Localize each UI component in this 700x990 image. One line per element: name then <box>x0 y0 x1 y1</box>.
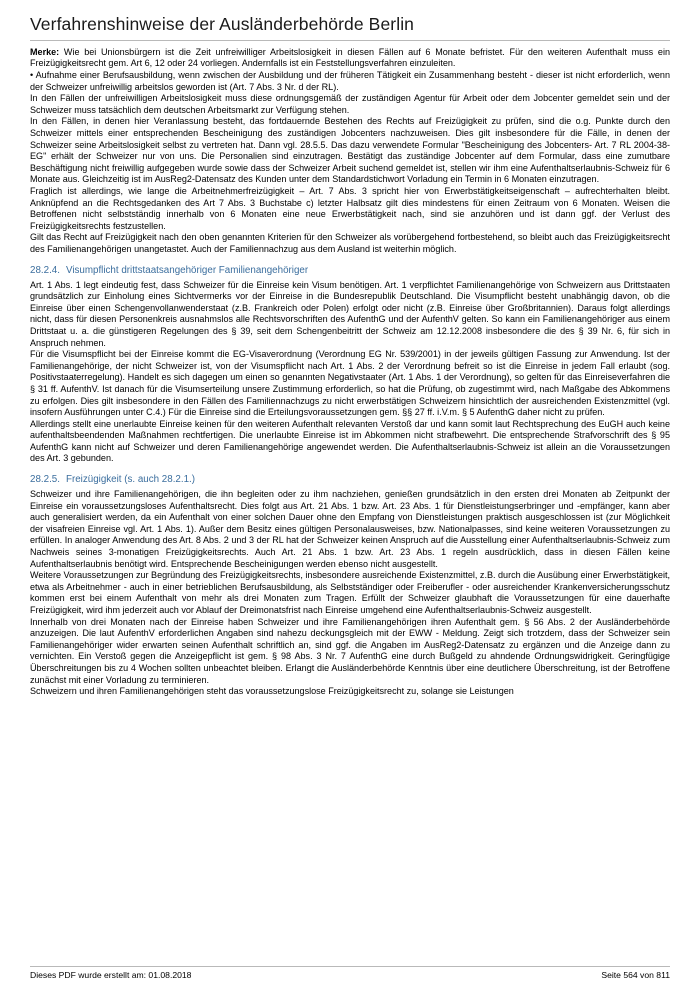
merke-text: Wie bei Unionsbürgern ist die Zeit unfreiwilliger Arbeitslosigkeit in diesen Fällen auf 6 Monate befristet. Für den weiteren Aufenthalt muss ein Freizügigkeitsrecht gem. Art 6, 12 oder 24 vorliegen. Andernfalls ist ein Feststellungsverfahren einzuleiten. <box>30 46 670 69</box>
section-title: Visumpflicht drittstaatsangehöriger Familienangehöriger <box>65 264 309 276</box>
section-number: 28.2.4. <box>30 264 60 276</box>
footer-created-date: Dieses PDF wurde erstellt am: 01.08.2018 <box>30 970 192 980</box>
paragraph-merke <box>30 47 670 70</box>
paragraph-arbeitslosigkeit: In den Fällen der unfreiwilligen Arbeitslosigkeit muss diese ordnungsgemäß der zuständigen Agentur für Arbeit oder dem Jobcenter gemeldet sein und der Schweizer muss tatsächlich dem deutschen Arbeitsmarkt zur Verfügung stehen. <box>30 93 670 115</box>
merke-lead: Merke: <box>30 46 60 57</box>
paragraph-schweizer-und-familienangehoerige: Schweizer und ihre Familienangehörigen, die ihn begleiten oder zu ihm nachziehen, genießen grundsätzlich in den ersten drei Monaten ab Zeitpunkt der Einreise ein voraussetzungsloses Aufenthaltsrecht. Dies folgt aus Art. 21 Abs. 1 bzw. Art. 23 Abs. 1 für Dienstleistungserbringer und -empfänger, kann aber auch generalisiert werden, da ein Aufenthalt von einer solchen Dauer ohne den Empfang von Dienstleistungen praktisch ausgeschlossen ist (zur Möglichkeit der visafreien Einreise vgl. Art. 1 Abs. 1). Außer dem Besitz eines gültigen Personalausweises, bzw. Nationalpasses, sind keine weiteren Voraussetzungen zu erfüllen. In analoger Anwendung des Art. 8 Abs. 2 und 3 der RL hat der Schweizer keinen Anspruch auf die Ausstellung einer Aufenthaltserlaubnis-Schweiz zum Nachweis seines 3-monatigen Freizügigkeitsrechts. Auch Art. 21 Abs. 1 bzw. Art. 23 Abs. 1 regeln ausdrücklich, dass in diesen Fällen keine Aufenthaltserlaubnis benötigt wird. Entsprechende Bescheinigungen werden ebenso nicht ausgestellt. <box>30 489 670 569</box>
paragraph-visumspflicht: Für die Visumspflicht bei der Einreise kommt die EG-Visaverordnung (Verordnung EG Nr. 539/2001) in der jeweils gültigen Fassung zur Anwendung. Ist der Familienangehörige, der nicht Schweizer ist, von der Visumspflicht nach Art. 1 Abs. 2 der Verordnung befreit so ist die Einreise in jedem Fall erlaubt (sog. Positivstaaterregelung). Handelt es sich dagegen um einen so genannten Negativstaater (Art. 1 Abs. 1 der Verordnung), so gelten für das Einreiseverfahren die § 31 ff. AufenthV. Ist danach für die Visumserteilung unsere Zustimmung erforderlich, so hat die Prüfung, ob zugestimmt wird, nach Maßgabe des Abkommens zu erfolgen. Dies gilt insbesondere in den Fällen des Familiennachzugs zu nicht erwerbstätigen Schweizern hinsichtlich der ausreichenden Existenzmittel (vgl. insofern Ausführungen unter C.4.) Für die Einreise sind die Erteilungsvoraussetzungen gem. §§ 27 ff. i.V.m. § 5 AufenthG daher nicht zu prüfen. <box>30 349 670 418</box>
paragraph-berufsausbildung: • Aufnahme einer Berufsausbildung, wenn zwischen der Ausbildung und der früheren Tätigkeit ein Zusammenhang besteht - dieser ist nicht erforderlich, wenn der Schweizer unfreiwillig arbeitslos geworden ist (Art. 7 Abs. 3 Nr. d der RL). <box>30 70 670 92</box>
paragraph-unerlaubte-einreise: Allerdings stellt eine unerlaubte Einreise keinen für den weiteren Aufenthalt relevanten Verstoß dar und kann somit laut Rechtsprechung des EuGH auch keine aufenthaltsbeendenden Maßnahmen rechtfertigen. Die unerlaubte Einreise ist im Abkommen nicht strafbewehrt. Die entsprechende Strafvorschrift des § 95 AufenthG kann nicht auf Schweizer und deren Familienangehörige angewendet werden. Die Aufenthaltserlaubnis-Schweiz ist allein an die Voraussetzungen des Art. 3 gebunden. <box>30 418 670 464</box>
paragraph-schweizern-und-ihren: Schweizern und ihren Familienangehörigen steht das voraussetzungslose Freizügigkeitsrecht zu, solange sie Leistungen <box>30 686 514 697</box>
paragraph-art1abs1: Art. 1 Abs. 1 legt eindeutig fest, dass Schweizer für die Einreise kein Visum benötigen. Art. 1 verpflichtet Familienangehörige von Schweizern aus Drittstaaten grundsätzlich zur Einholung eines Sichtvermerks vor der Einreise in die Bundesrepublik Deutschland. Die Visumpflicht besteht unabhängig davon, ob die Einreise über einen Schengenvollanwenderstaat (z.B. Frankreich oder Polen) erfolgt oder nicht (z.B. Einreise über Großbritannien). Daraus folgt allerdings nicht, dass für diesen Personenkreis ausnahmslos alle Rechtsvorschriften des AufenthG und der AufenthV gelten. So kann ein Familienangehöriger aus einem Drittstaat u. a. die günstigeren Regelungen des § 39, seit dem Schengenbeitritt der Schweiz am 12.12.2008 insbesondere die des § 39 Nr. 6, für sich in Anspruch nehmen. <box>30 279 670 348</box>
section-title: Freizügigkeit (s. auch 28.2.1.) <box>65 474 196 486</box>
paragraph-innerhalb-drei-monaten: Innerhalb von drei Monaten nach der Einreise haben Schweizer und ihre Familienangehörigen ihren Aufenthalt gem. § 56 Abs. 2 der Ausländerbehörde anzuzeigen. Die laut AufenthV erforderlichen Angaben sind nahezu deckungsgleich mit der EWW - Meldung. Zeigt sich trotzdem, dass der Schweizer sein Familienangehöriger wider erwarten seinen Aufenthalt schriftlich an, sind ggf. die Angaben im AusReg2-Datensatz zu ergänzen und die Anzeige dann zu vernichten. Ein Verstoß gegen die Anzeigepflicht ist gem. § 98 Abs. 3 Nr. 7 AufenthG eine durch Bußgeld zu ahndende Ordnungswidrigkeit. Geringfügige Überschreitungen bis zu 4 Wochen sollten unbeachtet bleiben. Erlangt die Ausländerbehörde Kenntnis über eine deutlichere Überschreitung, ist der Betroffene zunächst mit einer Vorladung zu terminieren. <box>30 616 670 685</box>
footer-page-number: Seite 564 von 811 <box>601 970 670 980</box>
title-divider <box>30 40 670 41</box>
page-title: Verfahrenshinweise der Ausländerbehörde Berlin <box>30 14 415 34</box>
paragraph-weitere-voraussetzungen: Weitere Voraussetzungen zur Begründung des Freizügigkeitsrechts, insbesondere ausreichende Existenzmittel, z.B. durch die Ausübung einer Erwerbstätigkeit, etwa als Arbeitnehmer - auch in einer betrieblichen Berufsausbildung, als Selbstständiger oder Freiberufler - oder ausreichender Krankenversicherungsschutz kommen erst bei einem Aufenthalt von mehr als drei Monaten zum Tragen. Erfüllt der Schweizer glaubhaft die Voraussetzungen für eine dauerhafte Freizügigkeit, wird ihm jederzeit auch vor Ablauf der Dreimonatsfrist nach Einreise umgehend eine Aufenthaltserlaubnis-Schweiz ausgestellt. <box>30 570 671 615</box>
section-heading-28-2-4 <box>30 265 670 277</box>
page-footer <box>30 966 670 980</box>
section-number: 28.2.5. <box>30 474 60 486</box>
section-heading-28-2-5 <box>30 474 670 486</box>
paragraph-gilt-das-recht: Gilt das Recht auf Freizügigkeit nach den oben genannten Kriterien für den Schweizer als vorübergehend fortbestehend, so bleibt auch das Freizügigkeitsrecht des Familienangehörigen unangetastet. Auch der Familiennachzug aus dem Ausland ist weiterhin möglich. <box>30 232 670 254</box>
paragraph-veranlassung: In den Fällen, in denen hier Veranlassung besteht, das fortdauernde Bestehen des Rechts auf Freizügigkeit zu prüfen, sind die o.g. Punkte durch den Schweizer mittels einer entsprechenden Bescheinigung des zuständigen Jobcenters nachzuweisen. Dies gilt insbesondere für die Fälle, in denen der Schweizer seine Arbeitslosigkeit selbst zu vertreten hat. Dann vgl. 28.5.5. Das dazu verwendete Formular "Bescheinigung des Jobcenters- Art. 7 RL 2004-38-EG" erhält der Schweizer nur von uns. Die Personalien sind einzutragen. Bestätigt das zuständige Jobcenter auf dem Formular, dass eine zumutbare Beschäftigung nicht freiwillig aufgegeben wurde sowie dass der Schweizer Arbeit suchend gemeldet ist, stellen wir ihm eine Aufenthaltserlaubnis-Schweiz für 6 Monate aus. Gleichzeitig ist im AusReg2-Datensatz des Kunden unter dem Standardstichwort Vorladung ein Termin in 6 Monaten einzutragen. <box>30 116 670 185</box>
footer-divider <box>30 966 670 967</box>
paragraph-fraglich: Fraglich ist allerdings, wie lange die Arbeitnehmerfreizügigkeit – Art. 7 Abs. 3 spricht hier von Erwerbstätigkeitseigenschaft – aufrechterhalten bleibt. Anknüpfend an die Rechtsgedanken des Art 7 Abs. 3 Buchstabe c) letzter Halbsatz gilt dies mindestens für einen Zeitraum von 6 Monaten. Weisen die Betroffenen nicht selbstständig innerhalb von 6 Monaten eine neue Erwerbstätigkeit nach, sind sie anzuhören und ist dann ggf. der Verlust des Freizügigkeitsrechts festzustellen. <box>30 186 670 231</box>
